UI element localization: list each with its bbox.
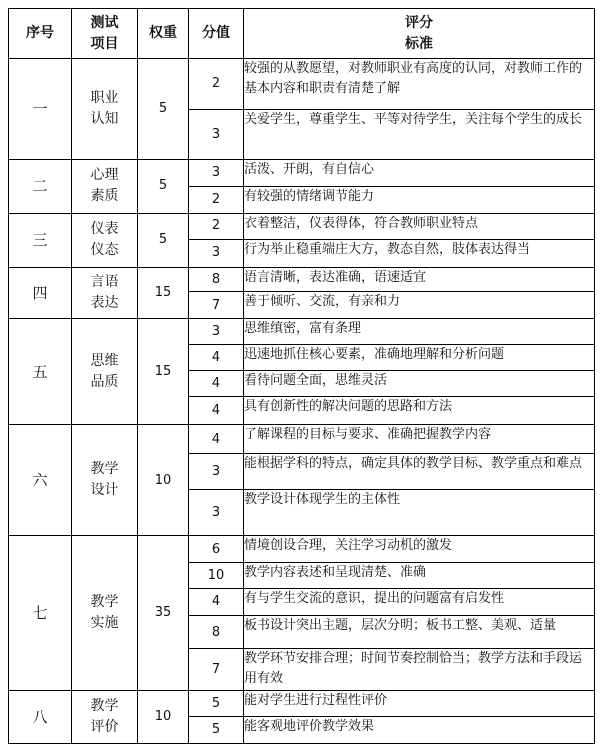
criteria-text: 了解课程的目标与要求、准确把握教学内容 — [244, 425, 595, 454]
criteria-text: 能对学生进行过程性评价 — [244, 690, 595, 716]
test-item: 教学 实施 — [72, 536, 138, 691]
table-row — [9, 59, 595, 110]
table-header-row — [9, 9, 595, 59]
criteria-text: 能客观地评价教学效果 — [244, 716, 595, 743]
score-value: 8 — [189, 267, 244, 292]
test-item: 教学 评价 — [72, 690, 138, 743]
criteria-text: 教学设计体现学生的主体性 — [244, 489, 595, 536]
weight-value: 5 — [138, 59, 189, 160]
table-body — [9, 59, 595, 744]
score-value: 4 — [189, 425, 244, 454]
score-value: 4 — [189, 589, 244, 616]
section-number: 四 — [9, 267, 72, 319]
section-number: 三 — [9, 213, 72, 267]
table-row — [9, 159, 595, 186]
score-value: 3 — [189, 109, 244, 159]
weight-value: 10 — [138, 690, 189, 743]
criteria-text: 情境创设合理，关注学习动机的激发 — [244, 536, 595, 563]
score-value: 4 — [189, 397, 244, 425]
test-item: 思维 品质 — [72, 319, 138, 425]
score-value: 2 — [189, 213, 244, 239]
score-value: 3 — [189, 454, 244, 489]
score-value: 5 — [189, 716, 244, 743]
section-number: 一 — [9, 59, 72, 160]
test-item: 职业 认知 — [72, 59, 138, 160]
criteria-text: 较强的从教愿望，对教师职业有高度的认同，对教师工作的基本内容和职责有清楚了解 — [244, 59, 595, 110]
weight-value: 35 — [138, 536, 189, 691]
score-value: 3 — [189, 159, 244, 186]
weight-value: 10 — [138, 425, 189, 536]
criteria-text: 具有创新性的解决问题的思路和方法 — [244, 397, 595, 425]
weight-value: 5 — [138, 159, 189, 213]
criteria-text: 行为举止稳重端庄大方，教态自然，肢体表达得当 — [244, 239, 595, 267]
criteria-text: 关爱学生，尊重学生、平等对待学生，关注每个学生的成长 — [244, 109, 595, 159]
table-row — [9, 213, 595, 239]
criteria-text: 语言清晰，表达准确，语速适宜 — [244, 267, 595, 292]
score-value: 7 — [189, 649, 244, 691]
criteria-text: 教学环节安排合理；时间节奏控制恰当；教学方法和手段运用有效 — [244, 649, 595, 691]
criteria-text: 能根据学科的特点，确定具体的教学目标、教学重点和难点 — [244, 454, 595, 489]
header-score: 分值 — [189, 9, 244, 59]
header-criteria: 评分 标准 — [244, 9, 595, 59]
weight-value: 5 — [138, 213, 189, 267]
table-row — [9, 536, 595, 563]
criteria-text: 迅速地抓住核心要素，准确地理解和分析问题 — [244, 345, 595, 371]
weight-value: 15 — [138, 267, 189, 319]
test-item: 教学 设计 — [72, 425, 138, 536]
header-no: 序号 — [9, 9, 72, 59]
test-item: 言语 表达 — [72, 267, 138, 319]
table-row — [9, 425, 595, 454]
score-value: 6 — [189, 536, 244, 563]
table-row — [9, 267, 595, 292]
test-item: 仪表 仪态 — [72, 213, 138, 267]
criteria-text: 教学内容表述和呈现清楚、准确 — [244, 563, 595, 589]
score-value: 2 — [189, 59, 244, 110]
table-row — [9, 319, 595, 345]
section-number: 七 — [9, 536, 72, 691]
score-value: 5 — [189, 690, 244, 716]
score-value: 10 — [189, 563, 244, 589]
score-value: 2 — [189, 186, 244, 213]
criteria-text: 板书设计突出主题，层次分明；板书工整、美观、适量 — [244, 616, 595, 649]
criteria-text: 思维缜密，富有条理 — [244, 319, 595, 345]
test-item: 心理 素质 — [72, 159, 138, 213]
scoring-table — [8, 8, 595, 744]
score-value: 7 — [189, 292, 244, 319]
score-value: 4 — [189, 371, 244, 397]
table-row — [9, 690, 595, 716]
criteria-text: 衣着整洁，仪表得体，符合教师职业特点 — [244, 213, 595, 239]
section-number: 八 — [9, 690, 72, 743]
score-value: 3 — [189, 239, 244, 267]
criteria-text: 看待问题全面，思维灵活 — [244, 371, 595, 397]
score-value: 3 — [189, 319, 244, 345]
section-number: 二 — [9, 159, 72, 213]
header-weight: 权重 — [138, 9, 189, 59]
criteria-text: 有较强的情绪调节能力 — [244, 186, 595, 213]
criteria-text: 有与学生交流的意识，提出的问题富有启发性 — [244, 589, 595, 616]
score-value: 8 — [189, 616, 244, 649]
section-number: 六 — [9, 425, 72, 536]
criteria-text: 善于倾听、交流，有亲和力 — [244, 292, 595, 319]
weight-value: 15 — [138, 319, 189, 425]
score-value: 3 — [189, 489, 244, 536]
score-value: 4 — [189, 345, 244, 371]
section-number: 五 — [9, 319, 72, 425]
header-item: 测试 项目 — [72, 9, 138, 59]
criteria-text: 活泼、开朗，有自信心 — [244, 159, 595, 186]
